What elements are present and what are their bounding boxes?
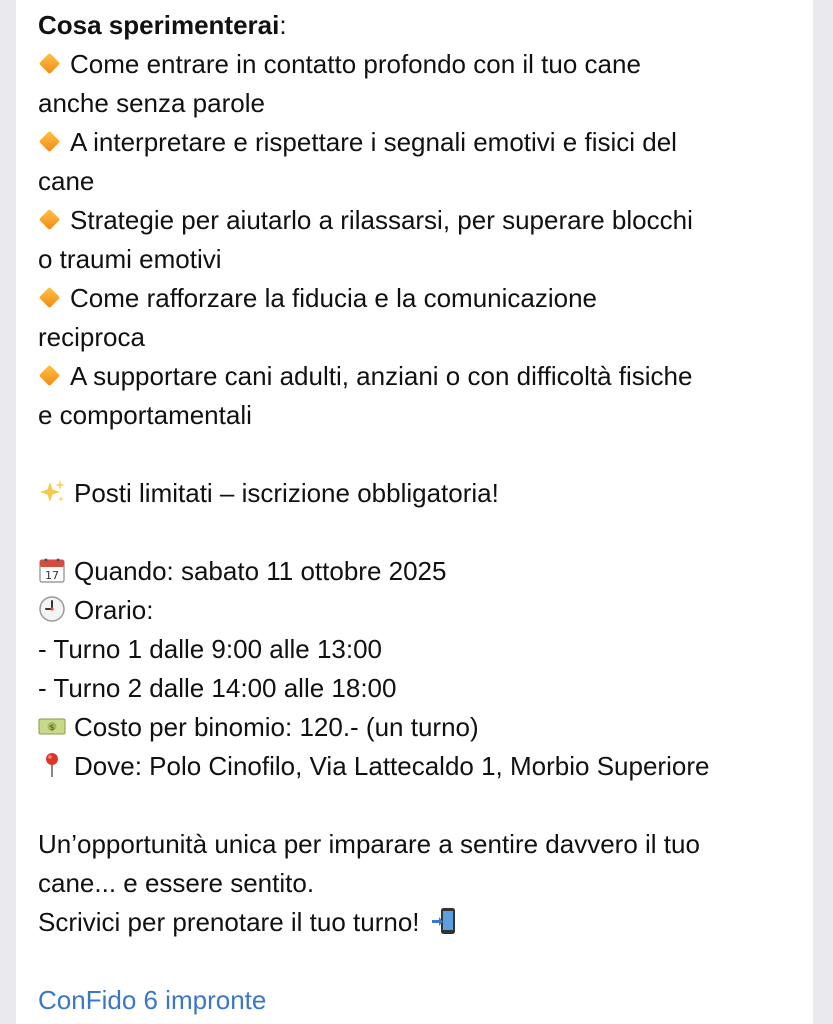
shift-1: - Turno 1 dalle 9:00 alle 13:00	[38, 634, 383, 664]
author-link[interactable]: ConFido 6 impronte	[38, 985, 267, 1015]
time-line	[38, 591, 791, 630]
svg-text:17: 17	[45, 569, 59, 582]
closing-text: Scrivici per prenotare il tuo turno!	[38, 907, 420, 937]
money-icon	[38, 712, 66, 740]
bullet-text: A supportare cani adulti, anziani o con difficoltà fisiche	[70, 361, 693, 391]
limited-seats-text: Posti limitati – iscrizione obbligatoria!	[74, 478, 499, 508]
bullet-text-cont: o traumi emotivi	[38, 244, 222, 274]
orange-diamond-icon	[39, 131, 60, 152]
time-label: Orario:	[74, 595, 154, 625]
bullet-text: Strategie per aiutarlo a rilassarsi, per superare blocchi	[70, 205, 693, 235]
bullet-item-5	[38, 357, 791, 435]
sparkles-icon	[38, 478, 66, 506]
bullet-item-3	[38, 201, 791, 279]
bullet-text-cont: reciproca	[38, 322, 145, 352]
section-heading-colon: :	[279, 10, 287, 40]
phone-arrow-icon	[431, 907, 459, 935]
pin-icon	[38, 751, 66, 779]
orange-diamond-icon	[39, 53, 60, 74]
closing-line-2: cane... e essere sentito.	[38, 868, 315, 898]
section-heading	[38, 6, 791, 45]
calendar-icon	[38, 556, 66, 584]
where-line	[38, 747, 791, 786]
bullet-text-cont: e comportamentali	[38, 400, 252, 430]
section-heading-text: Cosa sperimenterai	[38, 10, 280, 40]
bullet-text: Come rafforzare la fiducia e la comunicazione	[70, 283, 598, 313]
orange-diamond-icon	[39, 365, 60, 386]
cost-text: Costo per binomio: 120.- (un turno)	[74, 712, 479, 742]
bullet-text: A interpretare e rispettare i segnali emotivi e fisici del	[70, 127, 677, 157]
clock-icon	[38, 595, 66, 623]
orange-diamond-icon	[39, 209, 60, 230]
where-text: Dove: Polo Cinofilo, Via Lattecaldo 1, Morbio Superiore	[74, 751, 710, 781]
shift-2: - Turno 2 dalle 14:00 alle 18:00	[38, 673, 397, 703]
bullet-text-cont: anche senza parole	[38, 88, 265, 118]
closing-line-1: Un’opportunità unica per imparare a sentire davvero il tuo	[38, 829, 700, 859]
when-line	[38, 552, 791, 591]
orange-diamond-icon	[39, 287, 60, 308]
post-card	[16, 0, 813, 1024]
bullet-item-4	[38, 279, 791, 357]
svg-text:$: $	[49, 723, 55, 732]
when-text: Quando: sabato 11 ottobre 2025	[74, 556, 447, 586]
limited-seats-line	[38, 474, 791, 513]
bullet-item-1	[38, 45, 791, 123]
cost-line	[38, 708, 791, 747]
closing-line-3	[38, 903, 791, 942]
bullet-text: Come entrare in contatto profondo con il tuo cane	[70, 49, 641, 79]
bullet-text-cont: cane	[38, 166, 95, 196]
bullet-item-2	[38, 123, 791, 201]
